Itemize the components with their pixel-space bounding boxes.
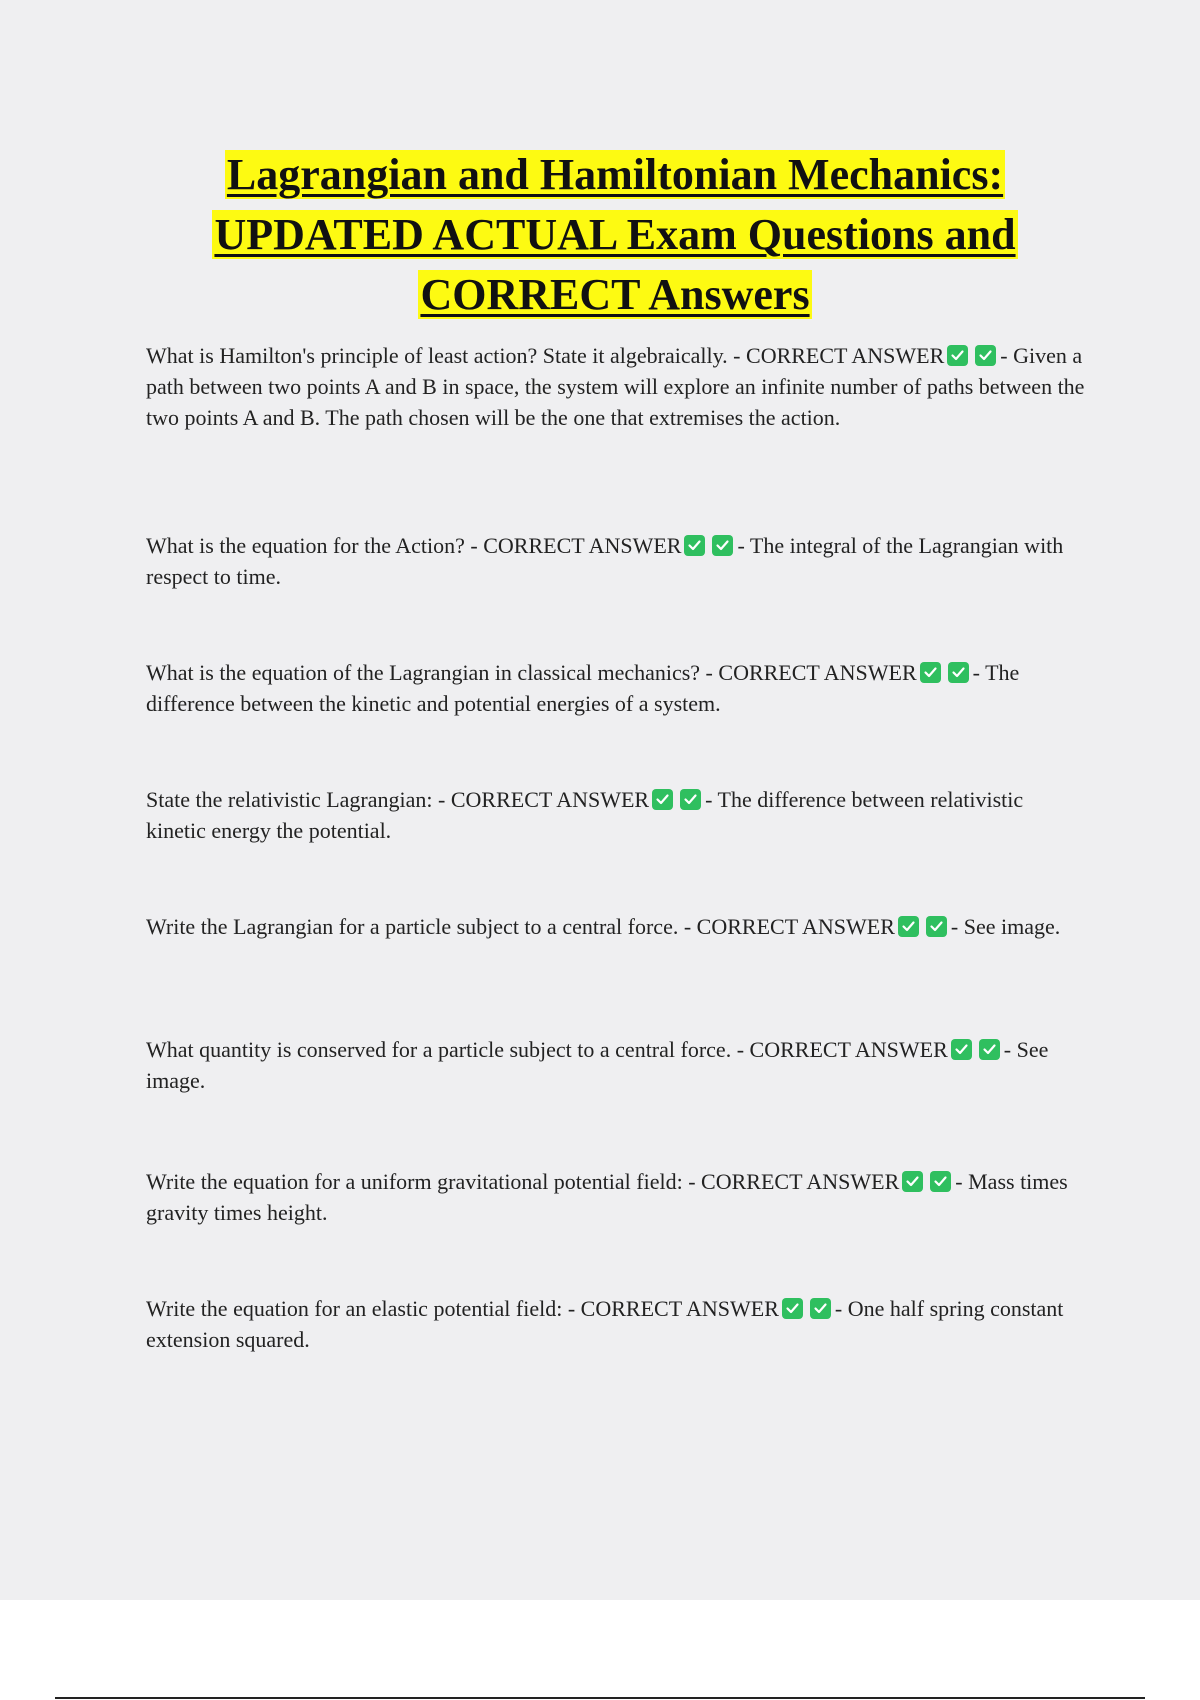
qa-item-3 [146, 657, 1086, 719]
qa-item-8 [146, 1293, 1086, 1355]
answer-text: - The difference between the kinetic and potential energies of a system. [146, 660, 1020, 716]
check-mark-icon [930, 1171, 951, 1192]
bottom-divider [55, 1697, 1145, 1699]
question-text: State the relativistic Lagrangian: - [146, 787, 451, 812]
check-mark-icon [782, 1298, 803, 1319]
question-text: Write the equation for a uniform gravitational potential field: - [146, 1169, 702, 1194]
check-mark-icon [979, 1039, 1000, 1060]
question-text: What is the equation of the Lagrangian in classical mechanics? - [146, 660, 719, 685]
check-mark-icon [810, 1298, 831, 1319]
answer-marker: CORRECT ANSWER [749, 1037, 948, 1062]
title-line-1: Lagrangian and Hamiltonian Mechanics: [226, 150, 1004, 199]
question-text: Write the Lagrangian for a particle subject to a central force. - [146, 914, 697, 939]
check-mark-icon [712, 535, 733, 556]
check-mark-icon [902, 1171, 923, 1192]
answer-marker: CORRECT ANSWER [483, 533, 682, 558]
qa-item-2 [146, 530, 1086, 592]
answer-text: - The difference between relativistic kinetic energy the potential. [146, 787, 1024, 843]
answer-text: - See image. [146, 1037, 1049, 1093]
question-text: What quantity is conserved for a particle subject to a central force. - [146, 1037, 750, 1062]
qa-item-4 [146, 784, 1086, 846]
check-mark-icon [948, 662, 969, 683]
check-mark-icon [920, 662, 941, 683]
answer-marker: CORRECT ANSWER [701, 1169, 900, 1194]
answer-text: - See image. [950, 914, 1061, 939]
answer-text: - The integral of the Lagrangian with respect to time. [146, 533, 1064, 589]
check-mark-icon [684, 535, 705, 556]
answer-marker: CORRECT ANSWER [746, 343, 945, 368]
question-text: What is the equation for the Action? - [146, 533, 484, 558]
answer-marker: CORRECT ANSWER [450, 787, 650, 812]
check-mark-icon [951, 1039, 972, 1060]
check-mark-icon [926, 916, 947, 937]
check-mark-icon [975, 345, 996, 366]
check-mark-icon [652, 789, 673, 810]
qa-item-7 [146, 1166, 1086, 1228]
qa-item-5 [146, 911, 1086, 942]
document-title [120, 145, 1110, 325]
answer-marker: CORRECT ANSWER [718, 660, 917, 685]
answer-text: - Given a path between two points A and B in space, the system will explore an infinite number of paths between the two points A and B. The path chosen will be the one that extremises the action. [146, 343, 1085, 430]
title-line-2: UPDATED ACTUAL Exam Questions and [214, 210, 1016, 259]
answer-marker: CORRECT ANSWER [696, 914, 895, 939]
answer-marker: CORRECT ANSWER [580, 1296, 779, 1321]
question-text: Write the equation for an elastic potential field: - [146, 1296, 581, 1321]
title-line-3: CORRECT Answers [420, 270, 810, 319]
answer-text: - Mass times gravity times height. [146, 1169, 1068, 1225]
answer-text: - One half spring constant extension squared. [146, 1296, 1064, 1352]
check-mark-icon [947, 345, 968, 366]
qa-item-6 [146, 1034, 1086, 1096]
question-text: What is Hamilton's principle of least action? State it algebraically. - [146, 343, 747, 368]
check-mark-icon [680, 789, 701, 810]
check-mark-icon [898, 916, 919, 937]
qa-item-1 [146, 340, 1086, 433]
